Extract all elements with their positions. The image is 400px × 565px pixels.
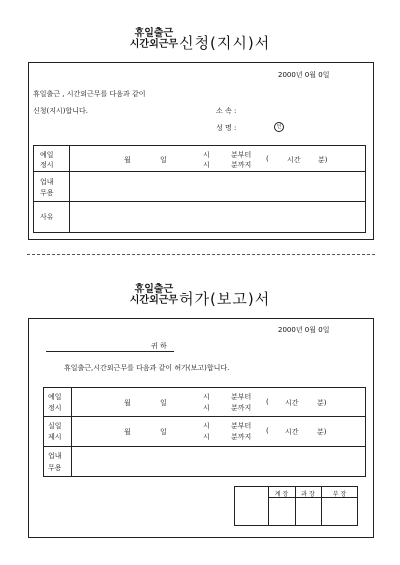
form2-date: 2000년 0월 0일 — [278, 326, 330, 334]
form2-row1-label1: 예일 — [48, 393, 62, 401]
form1-row1-day: 일 — [160, 156, 167, 164]
form2-row1-hour1: 시 — [203, 393, 210, 401]
form2-row2-day: 일 — [160, 428, 167, 436]
form2-to: 귀 하 — [151, 342, 167, 350]
form2-title-main: 허가(보고)서 — [179, 290, 271, 308]
form1-title — [0, 24, 400, 53]
form1-row1-hour1: 시 — [203, 151, 210, 159]
form2-row1-day: 일 — [160, 399, 167, 407]
form2-row3-label2: 무용 — [48, 464, 62, 472]
form2-row1-min-from: 분부터 — [231, 393, 252, 401]
form1-row1-label2: 정시 — [40, 161, 54, 169]
form1-table — [33, 145, 366, 233]
form2-row1-paren: ( — [266, 398, 269, 406]
form2-row2-min-to: 분까지 — [231, 433, 252, 441]
form1-row1-month: 월 — [124, 156, 131, 164]
form1-row1-paren: ( — [266, 155, 269, 163]
form1-row1-hour2: 시 — [203, 161, 210, 169]
form2-title-line1: 휴일출근 — [134, 283, 174, 295]
cut-line — [27, 254, 375, 255]
approval-division-chief: 과 장 — [301, 491, 315, 498]
approval-department-head: 부 장 — [332, 491, 347, 498]
form1-intro-line2: 신청(지시)합니다. — [33, 107, 89, 115]
form2-recipient-line — [46, 351, 174, 352]
form1-dept-label: 소 속 : — [216, 107, 237, 115]
form2-row3-label1: 업내 — [48, 452, 62, 460]
form1-row1-time: 시간 — [287, 156, 301, 164]
form2-row2-min-from: 분부터 — [231, 422, 252, 430]
form2-title-line2: 시간외근무 — [129, 294, 179, 306]
form2-title — [0, 280, 400, 309]
form2-intro: 휴일출근,시간외근무를 다음과 같이 허가(보고)합니다. — [64, 364, 230, 372]
form1-intro-line1: 휴일출근 , 시간외근무를 다음과 같이 — [33, 90, 146, 98]
form2-row2-time: 시간 — [285, 428, 299, 436]
form2-row2-min: 분) — [317, 428, 327, 436]
form1-row2-label2: 무용 — [40, 189, 54, 197]
form1-seal: 인 — [274, 122, 284, 132]
form2-row2-label2: 제시 — [48, 433, 62, 441]
form1-row1-min-from: 분부터 — [231, 151, 252, 159]
form1-date: 2000년 0월 0일 — [278, 71, 330, 79]
approval-section-chief: 계 장 — [274, 491, 289, 498]
form2-row1-min: 분) — [317, 399, 327, 407]
form2-row2-paren: ( — [266, 427, 269, 435]
form1-row3-label1: 사유 — [40, 213, 54, 221]
form2-row1-month: 월 — [124, 399, 131, 407]
form1-title-main: 신청(지시)서 — [179, 34, 271, 52]
form2-row2-hour1: 시 — [203, 422, 210, 430]
form1-row1-min-to: 분까지 — [231, 161, 252, 169]
form2-row1-label2: 정시 — [48, 404, 62, 412]
form2-row2-hour2: 시 — [203, 433, 210, 441]
form1-row1-label1: 예일 — [40, 151, 54, 159]
form1-row1-min: 분) — [318, 156, 328, 164]
form1-name-label: 성 명 : — [216, 124, 237, 132]
form1-title-line1: 휴일출근 — [134, 27, 174, 39]
form2-row1-time: 시간 — [285, 399, 299, 407]
form1-row2-label1: 업내 — [40, 178, 54, 186]
form2-row2-label1: 실일 — [48, 422, 62, 430]
form2-row2-month: 월 — [124, 428, 131, 436]
form1-title-line2: 시간외근무 — [129, 38, 179, 50]
form2-row1-hour2: 시 — [203, 404, 210, 412]
form2-row1-min-to: 분까지 — [231, 404, 252, 412]
